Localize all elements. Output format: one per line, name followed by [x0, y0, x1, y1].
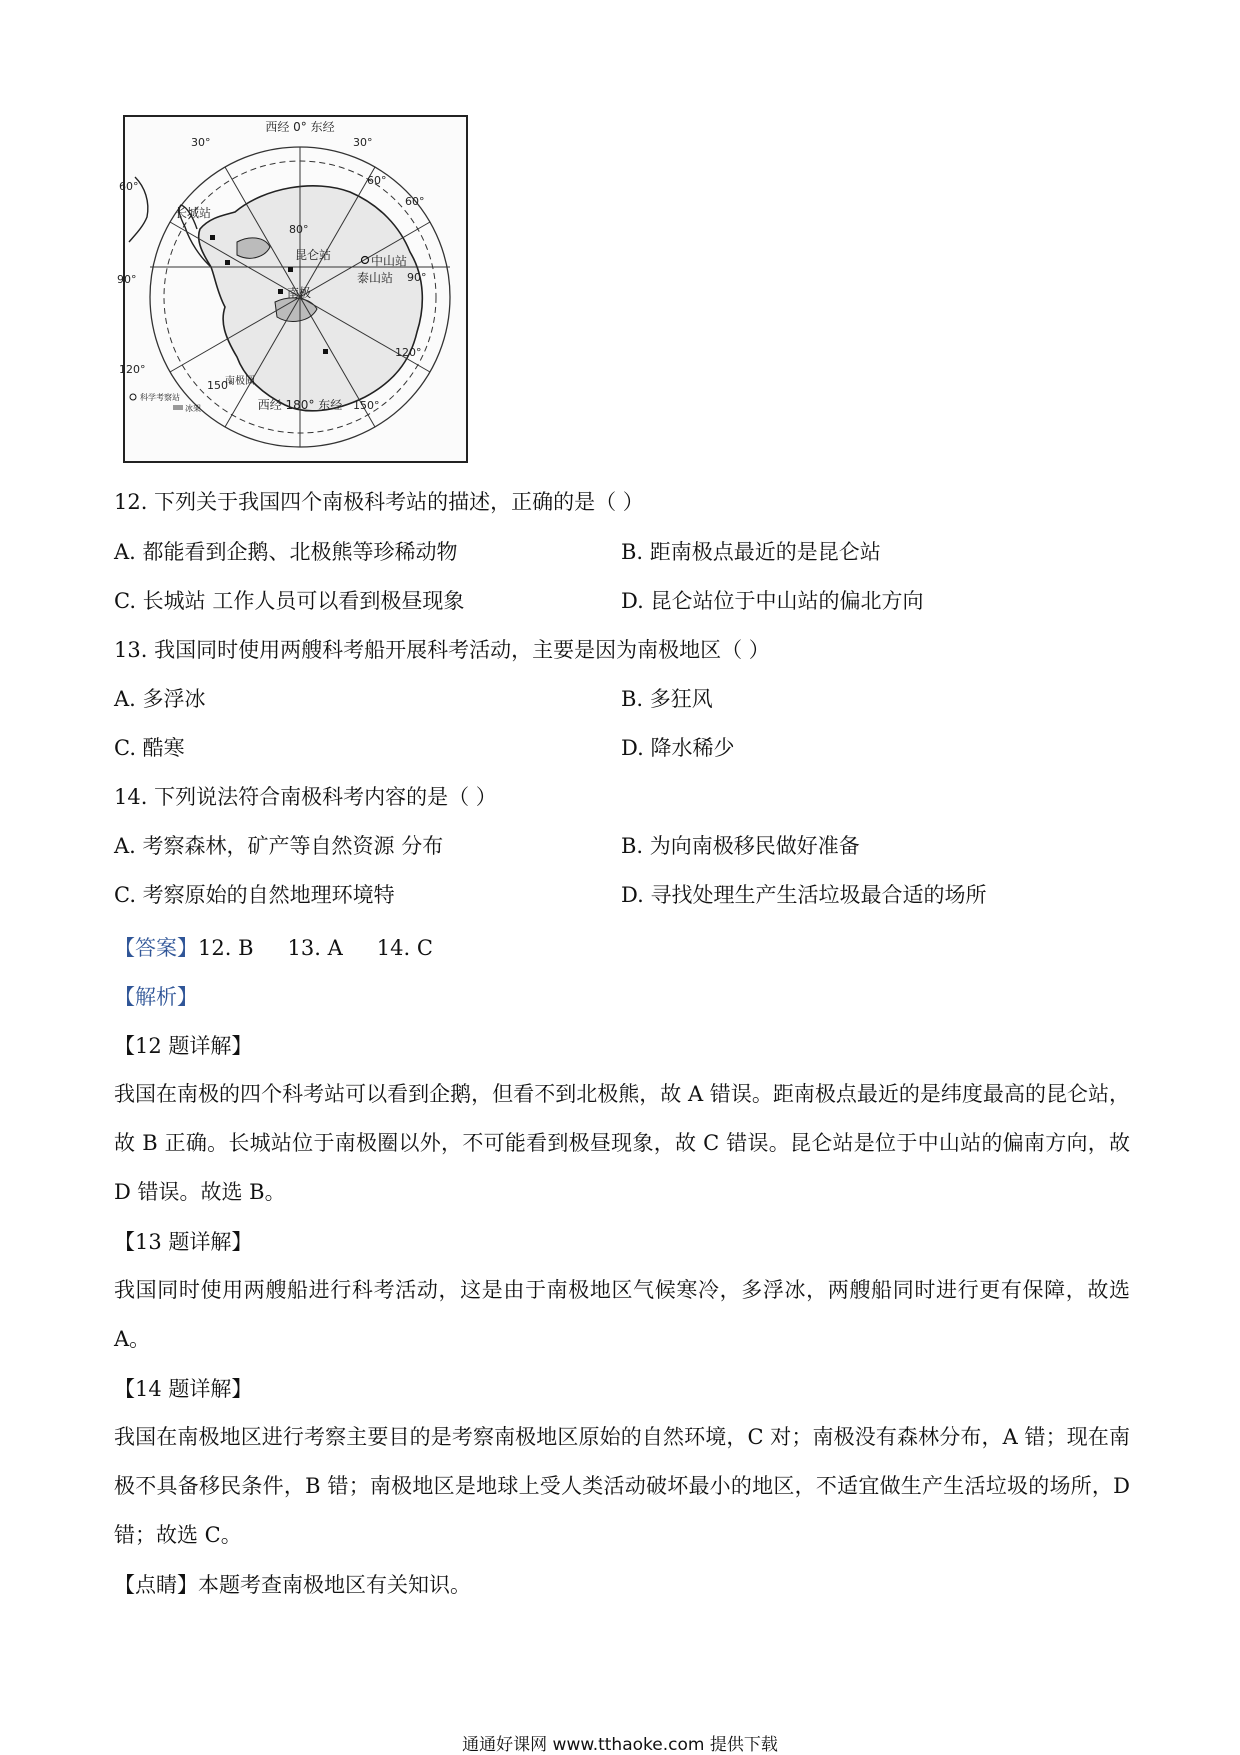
lon-label-60w: 60° — [119, 180, 139, 193]
kunlun-marker — [288, 267, 293, 272]
zhongshan-label: 中山站 — [371, 254, 408, 268]
changcheng-label: 长城站 — [175, 206, 212, 220]
comment-line — [114, 1570, 471, 1600]
station-marker-extra-2 — [323, 349, 328, 354]
legend-ice-shelf-icon — [173, 405, 183, 410]
answer-item-13: 13. A — [287, 936, 343, 960]
detail-12-text: 我国在南极的四个科考站可以看到企鹅，但看不到北极熊，故 A 错误。距南极点最近的是纬度最高的昆仑站，故 B 正确。长城站位于南极圈以外，不可能看到极昼现象，故 C 错误。昆仑站是位于中山站的偏南方向，故 D 错误。故选 B。 — [114, 1082, 1130, 1204]
detail-14-heading: 【14 题详解】 — [114, 1377, 253, 1401]
station-marker-extra — [225, 260, 230, 265]
detail-13-text: 我国同时使用两艘船进行科考活动，这是由于南极地区气候寒冷，多浮冰，两艘船同时进行更有保障，故选 A。 — [114, 1278, 1130, 1351]
comment-text: 本题考查南极地区有关知识。 — [198, 1573, 471, 1597]
detail-12-heading: 【12 题详解】 — [114, 1034, 253, 1058]
map-top-label: 西经 0° 东经 — [265, 120, 335, 134]
south-pole-marker — [278, 289, 283, 294]
question-13-stem: 13. 我国同时使用两艘科考船开展科考活动，主要是因为南极地区（ ） — [114, 638, 770, 662]
lon-label-120w: 120° — [119, 363, 146, 376]
answer-label: 【答案】 — [114, 936, 198, 960]
question-13-option-a: A. 多浮冰 — [114, 687, 206, 711]
antarctica-map-svg — [117, 117, 466, 461]
detail-13-heading: 【13 题详解】 — [114, 1230, 253, 1254]
lon-label-150e: 150° — [353, 399, 380, 412]
south-pole-label: 南极 — [287, 286, 312, 300]
question-12-option-b: B. 距南极点最近的是昆仑站 — [621, 540, 881, 564]
lon-label-90w: 90° — [117, 273, 137, 286]
lon-label-60e: 60° — [405, 195, 425, 208]
map-bottom-label: 西经 180° 东经 — [257, 398, 343, 412]
legend-station-label: 科学考察站 — [140, 393, 180, 402]
question-14-stem: 14. 下列说法符合南极科考内容的是（ ） — [114, 785, 497, 809]
antarctica-map — [117, 115, 468, 463]
question-13-option-c: C. 酷寒 — [114, 736, 185, 760]
question-14-option-c: C. 考察原始的自然地理环境特 — [114, 883, 395, 907]
question-12-option-a: A. 都能看到企鹅、北极熊等珍稀动物 — [114, 540, 458, 564]
answer-line — [114, 933, 467, 963]
question-14-option-b: B. 为向南极移民做好准备 — [621, 834, 860, 858]
comment-label: 【点睛】 — [114, 1573, 198, 1597]
lon-label-60e-inner: 60° — [367, 174, 387, 187]
detail-14-text: 我国在南极地区进行考察主要目的是考察南极地区原始的自然环境，C 对；南极没有森林分布，A 错；现在南极不具备移民条件，B 错；南极地区是地球上受人类活动破坏最小的地区，不适宜做生产生活垃圾的场所，D 错；故选 C。 — [114, 1425, 1130, 1547]
legend-ice-shelf-label: 冰架 — [185, 404, 201, 413]
antarctic-circle-label: 南极圈 — [225, 376, 255, 387]
lon-label-30e: 30° — [353, 136, 373, 149]
question-14-option-d: D. 寻找处理生产生活垃圾最合适的场所 — [621, 883, 987, 907]
lon-label-30w: 30° — [191, 136, 211, 149]
analysis-label: 【解析】 — [114, 985, 198, 1009]
question-12-stem: 12. 下列关于我国四个南极科考站的描述，正确的是（ ） — [114, 490, 644, 514]
question-13-option-b: B. 多狂风 — [621, 687, 713, 711]
lon-label-120e: 120° — [395, 346, 422, 359]
page-footer: 通通好课网 www.tthaoke.com 提供下载 — [462, 1735, 778, 1755]
kunlun-label: 昆仑站 — [295, 248, 332, 262]
lon-label-150w: 150° — [207, 379, 234, 392]
taishan-label: 泰山站 — [357, 271, 394, 285]
question-12-option-c: C. 长城站 工作人员可以看到极昼现象 — [114, 589, 465, 613]
question-14-option-a: A. 考察森林，矿产等自然资源 分布 — [114, 834, 444, 858]
answer-item-14: 14. C — [376, 936, 433, 960]
lat-label-80: 80° — [289, 223, 309, 236]
lon-label-90e: 90° — [407, 271, 427, 284]
question-12-option-d: D. 昆仑站位于中山站的偏北方向 — [621, 589, 924, 613]
changcheng-marker — [210, 235, 215, 240]
answer-item-12: 12. B — [198, 936, 254, 960]
legend-station-icon — [130, 394, 136, 400]
question-13-option-d: D. 降水稀少 — [621, 736, 735, 760]
